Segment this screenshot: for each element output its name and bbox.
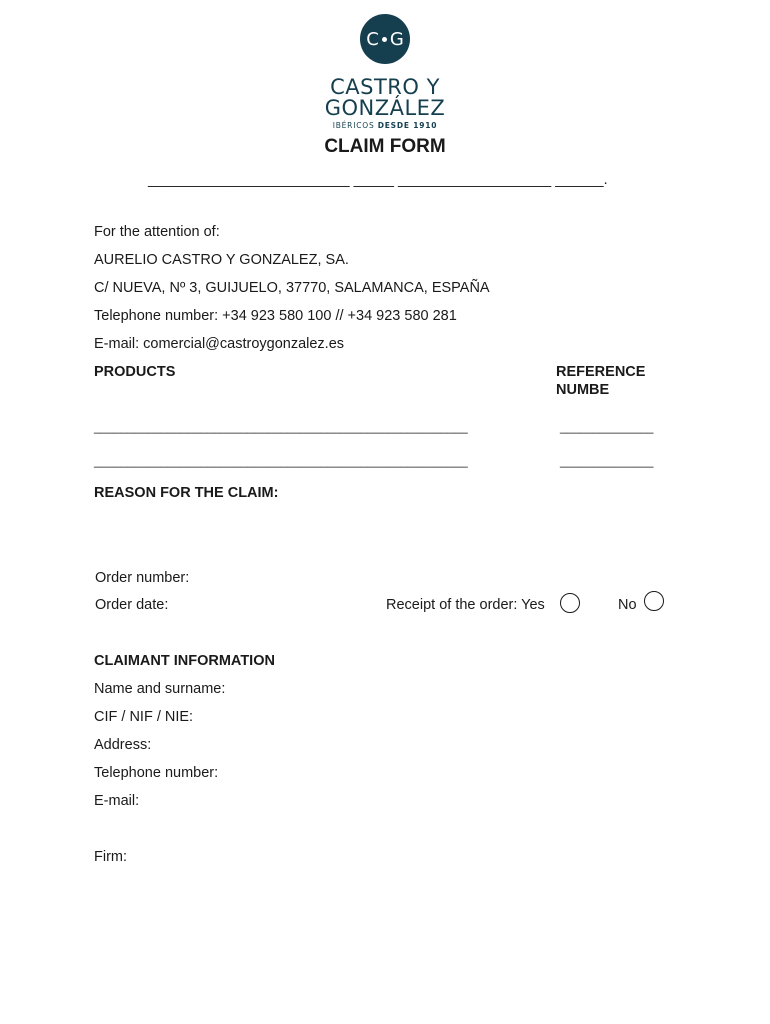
claimant-address-label: Address: — [94, 737, 152, 753]
recipient-email: E-mail: comercial@castroygonzalez.es — [94, 336, 345, 352]
order-date-label: Order date: — [95, 597, 169, 613]
reference-header-line1: REFERENCE — [556, 364, 646, 380]
reason-heading: REASON FOR THE CLAIM: — [94, 485, 279, 501]
reference-line-1[interactable]: ______________ — [560, 420, 654, 434]
recipient-company: AURELIO CASTRO Y GONZALEZ, SA. — [94, 252, 349, 268]
claimant-cif-label: CIF / NIF / NIE: — [94, 709, 194, 725]
claimant-email-label: E-mail: — [94, 793, 140, 809]
claimant-name-label: Name and surname: — [94, 681, 226, 697]
brand-name-line2: GONZÁLEZ — [324, 96, 446, 120]
receipt-no-label: No — [618, 597, 637, 613]
product-line-2[interactable]: ________________________________________________________ — [94, 454, 468, 468]
order-number-label: Order number: — [95, 570, 190, 586]
reference-line-2[interactable]: ______________ — [560, 454, 654, 468]
claimant-heading: CLAIMANT INFORMATION — [94, 653, 275, 669]
product-line-1[interactable]: ________________________________________________________ — [94, 420, 468, 434]
brand-tagline-light: IBÉRICOS — [332, 121, 375, 130]
page-title: CLAIM FORM — [324, 136, 446, 157]
claimant-telephone-label: Telephone number: — [94, 765, 219, 781]
receipt-yes-radio[interactable] — [560, 593, 580, 613]
brand-name-line1: CASTRO Y — [330, 75, 440, 99]
receipt-label: Receipt of the order: Yes — [386, 597, 545, 613]
logo-monogram-right: G — [389, 28, 404, 50]
company-logo-icon — [360, 14, 410, 64]
recipient-address: C/ NUEVA, Nº 3, GUIJUELO, 37770, SALAMANCA, ESPAÑA — [94, 280, 490, 296]
claimant-firm-label: Firm: — [94, 849, 128, 865]
products-header: PRODUCTS — [94, 364, 176, 380]
receipt-no-radio[interactable] — [644, 591, 664, 611]
logo-dot-icon — [382, 37, 387, 42]
date-fill-line[interactable]: _________________________ _____ ___________________ ______. — [148, 172, 608, 188]
brand-tagline-bold: DESDE 1910 — [377, 121, 438, 130]
recipient-telephone: Telephone number: +34 923 580 100 // +34 923 580 281 — [94, 308, 457, 324]
logo-monogram-left: C — [366, 28, 379, 50]
attention-label: For the attention of: — [94, 224, 220, 240]
brand-tagline — [0, 121, 770, 130]
reference-header-line2: NUMBE — [556, 382, 610, 398]
